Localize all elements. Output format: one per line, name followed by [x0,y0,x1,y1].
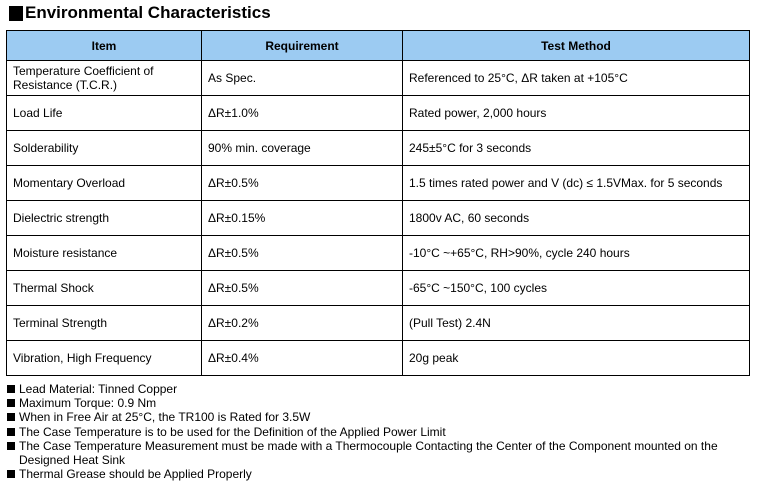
square-bullet-icon [7,385,15,393]
header-item: Item [7,31,202,61]
cell-requirement: ΔR±0.15% [202,201,403,236]
cell-test-method: 1.5 times rated power and V (dc) ≤ 1.5VMax. for 5 seconds [403,166,750,201]
cell-requirement: ΔR±1.0% [202,96,403,131]
cell-test-method: 20g peak [403,341,750,376]
note-text: Lead Material: Tinned Copper [19,382,178,396]
square-bullet-icon [7,428,15,436]
cell-requirement: ΔR±0.4% [202,341,403,376]
cell-item: Thermal Shock [7,271,202,306]
square-bullet-icon [9,6,23,21]
cell-test-method: 245±5°C for 3 seconds [403,131,750,166]
square-bullet-icon [7,470,15,478]
note-text: The Case Temperature is to be used for the Definition of the Applied Power Limit [19,424,446,439]
cell-item: Momentary Overload [7,166,202,201]
cell-requirement: ΔR±0.5% [202,236,403,271]
cell-requirement: As Spec. [202,61,403,96]
cell-item: Solderability [7,131,202,166]
cell-test-method: Rated power, 2,000 hours [403,96,750,131]
cell-test-method: -10°C ~+65°C, RH>90%, cycle 240 hours [403,236,750,271]
note-text: Maximum Torque: 0.9 Nm [19,396,157,411]
environmental-characteristics-table [6,30,750,376]
cell-item: Dielectric strength [7,201,202,236]
cell-test-method: 1800v AC, 60 seconds [403,201,750,236]
note-item [6,467,756,481]
cell-requirement: ΔR±0.5% [202,166,403,201]
table-row [7,166,750,201]
note-item [6,396,756,410]
cell-test-method: -65°C ~150°C, 100 cycles [403,271,750,306]
table-row [7,236,750,271]
header-test-method: Test Method [403,31,750,61]
table-row [7,61,750,96]
section-title-text: Environmental Characteristics [25,3,271,22]
cell-test-method: Referenced to 25°C, ΔR taken at +105°C [403,61,750,96]
note-text: When in Free Air at 25°C, the TR100 is Rated for 3.5W [19,410,311,425]
note-text: The Case Temperature Measurement must be made with a Thermocouple Contacting the Center of the Component mounted on the Designed Heat Sink [19,438,718,468]
table-row [7,341,750,376]
cell-item: Moisture resistance [7,236,202,271]
note-item [6,410,756,424]
note-item [6,382,756,396]
square-bullet-icon [7,399,15,407]
table-row [7,306,750,341]
table-row [7,131,750,166]
table-row [7,271,750,306]
cell-requirement: 90% min. coverage [202,131,403,166]
cell-item: Load Life [7,96,202,131]
cell-item: Vibration, High Frequency [7,341,202,376]
cell-test-method: (Pull Test) 2.4N [403,306,750,341]
table-header-row [7,31,750,61]
cell-requirement: ΔR±0.5% [202,271,403,306]
cell-requirement: ΔR±0.2% [202,306,403,341]
square-bullet-icon [7,413,15,421]
note-item [6,425,756,439]
cell-item: Temperature Coefficient of Resistance (T.C.R.) [7,61,202,96]
note-item [6,439,756,467]
section-title [9,3,271,23]
notes-list [6,382,756,481]
cell-item: Terminal Strength [7,306,202,341]
square-bullet-icon [7,442,15,450]
header-requirement: Requirement [202,31,403,61]
note-text: Thermal Grease should be Applied Properly [19,467,252,482]
table-row [7,201,750,236]
table-row [7,96,750,131]
